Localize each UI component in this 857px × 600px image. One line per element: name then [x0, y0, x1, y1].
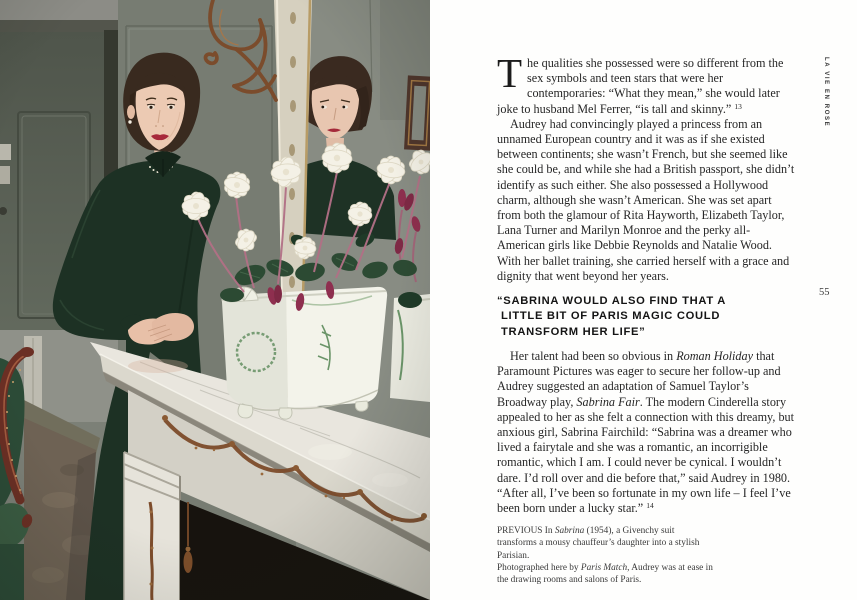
italic-sabrina-fair: Sabrina Fair [576, 394, 640, 409]
spine-text: LA VIE EN ROSE [823, 57, 829, 128]
page-number: 55 [819, 287, 830, 298]
italic-roman-holiday: Roman Holiday [676, 348, 754, 363]
paragraph-1 [497, 50, 798, 117]
italic-sabrina: Sabrina [554, 526, 585, 537]
paragraph-3-text: Her talent had been so obvious in [510, 348, 677, 363]
caption-previous: PREVIOUS In Sabrina (1954), a Givenchy suit transforms a mousy chauffeur’s daughter into a stylish Parisian. [497, 526, 700, 561]
footnote-14: 14 [646, 500, 654, 510]
dropcap: T [497, 50, 523, 96]
article-text [497, 50, 798, 586]
page-right [430, 0, 857, 600]
footnote-13: 13 [734, 101, 742, 111]
caption-photographed: Photographed here by Paris Match, Audrey was at ease in the drawing rooms and salons of Paris. [497, 562, 713, 585]
pull-quote-line-2: LITTLE BIT OF PARIS MAGIC COULD [501, 310, 721, 323]
pull-quote [497, 294, 798, 340]
paragraph-1-text: he qualities she possessed were so different from the sex symbols and teen stars that were her contemporaries: “What they mean,” she would later joke to husband Mel Ferrer, “is tall and skinny.” [497, 56, 784, 116]
pull-quote-line-1: “SABRINA WOULD ALSO FIND THAT A [497, 295, 727, 308]
pull-quote-line-3: TRANSFORM HER LIFE” [501, 325, 646, 338]
paragraph-2: Audrey had convincingly played a princess from an unnamed European country and it was as if she existed between continents; she wasn’t French, but she seemed like she could be, and while she had a British passport, she didn’t identify as such either. She also possessed a Hollywood charm, although she wasn’t American. She was set apart from both the glamour of Rita Hayworth, Elizabeth Taylor, Lana Turner and Marilyn Monroe and the perky all-American girls like Debbie Reynolds and Natalie Wood. With her ballet training, she carried herself with a grace and dignity that went beyond her years. [497, 116, 795, 283]
captions [497, 525, 715, 586]
italic-paris-match: Paris Match [580, 562, 628, 573]
paragraph-3: Her talent had been so obvious in Roman Holiday that Paramount Pictures was eager to secure her follow-up and Audrey suggested an adaptation of Samuel Taylor’s Broadway play, Sabrina Fair. The modern Cinderella story appealed to her as she felt a connection with this dreamy, but anxious girl, Sabrina Fairchild: “Sabrina was a dreamer who lived a fairytale and she was a romantic, an incorrigible romantic, which I am. I could never be cynical. I wouldn’t dare. I’d roll over and die before that,” said Audrey in 1980. “After all, I’ve been so fortunate in my own life – I feel I’ve been born under a lucky star.” $^{14}$ [497, 348, 795, 515]
